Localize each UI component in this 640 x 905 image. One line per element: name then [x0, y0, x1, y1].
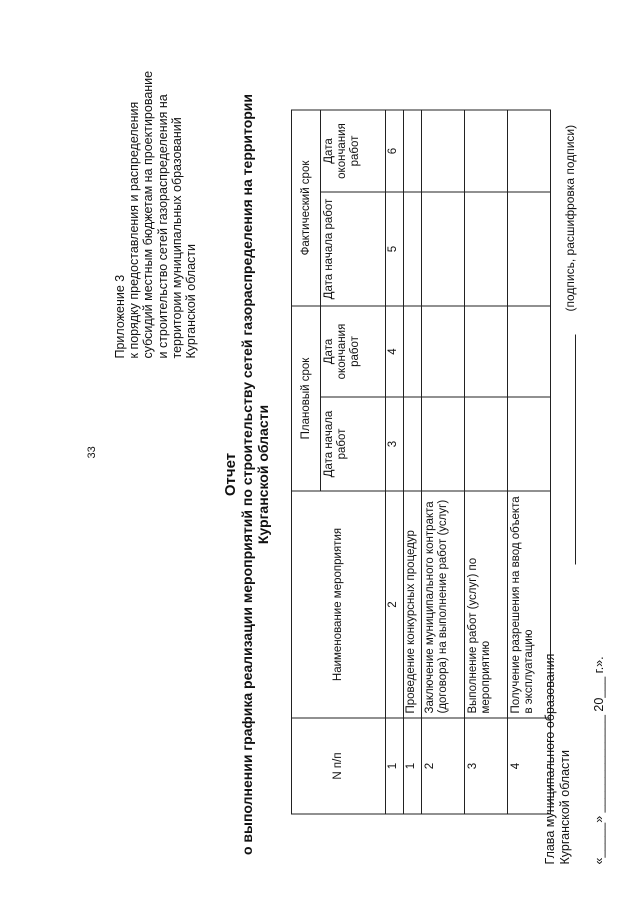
appendix-line: Курганской области: [184, 243, 199, 359]
appendix-line: и строительство сетей газораспределения на: [155, 94, 170, 359]
column-number: 1: [386, 718, 404, 814]
column-number: 5: [386, 192, 404, 306]
empty-cell: [465, 110, 508, 192]
appendix-line: к порядку предоставления и распределения: [127, 101, 142, 359]
empty-cell: [465, 397, 508, 491]
empty-cell: [422, 192, 465, 306]
signature-line: [575, 335, 576, 565]
empty-cell: [422, 397, 465, 491]
column-number: 4: [386, 306, 404, 397]
appendix-line: территории муниципальных образований: [169, 117, 184, 359]
appendix-line: субсидий местным бюджетам на проектирование: [141, 70, 156, 359]
row-number: 1: [404, 718, 422, 814]
empty-cell: [404, 306, 422, 397]
appendix-heading: [113, 19, 198, 359]
page-number: 33: [86, 446, 98, 459]
empty-cell: [508, 110, 551, 192]
row-name: Проведение конкурсных процедур: [404, 491, 422, 718]
empty-cell: [422, 110, 465, 192]
table-header-row: [292, 110, 321, 814]
table-row: [422, 110, 465, 814]
row-number: 2: [422, 718, 465, 814]
column-numbers-row: [386, 110, 404, 814]
header-name: Наименование мероприятия: [292, 491, 386, 718]
empty-cell: [404, 397, 422, 491]
empty-cell: [508, 306, 551, 397]
table-row: [404, 110, 422, 814]
report-title-line: Отчет: [222, 452, 239, 497]
signatory-region: Курганской области: [558, 749, 572, 865]
header-planned-end: Дата окончания работ: [321, 306, 386, 397]
header-actual-end: Дата окончания работ: [321, 110, 386, 192]
column-number: 6: [386, 110, 404, 192]
empty-cell: [404, 192, 422, 306]
column-number: 2: [386, 491, 404, 718]
empty-cell: [508, 192, 551, 306]
signatory-title: Глава муниципального образования: [543, 653, 557, 865]
signature-block: [543, 654, 573, 865]
row-number: 4: [508, 718, 551, 814]
empty-cell: [508, 397, 551, 491]
table-row: [465, 110, 508, 814]
empty-cell: [422, 306, 465, 397]
column-number: 3: [386, 397, 404, 491]
header-planned-start: Дата начала работ: [321, 397, 386, 491]
row-name: Заключение муниципального контракта (договора) на выполнение работ (услуг): [422, 491, 465, 718]
signature-hint: (подпись, расшифровка подписи): [563, 124, 577, 312]
empty-cell: [404, 110, 422, 192]
header-actual: Фактический срок: [292, 110, 321, 306]
date-line: «_____» ______________ 20___ г.».: [592, 656, 606, 865]
row-name: Получение разрешения на ввод объекта в эксплуатацию: [508, 491, 551, 718]
header-actual-start: Дата начала работ: [321, 192, 386, 306]
row-name: Выполнение работ (услуг) по мероприятию: [465, 491, 508, 718]
report-table: [291, 110, 551, 815]
empty-cell: [465, 306, 508, 397]
header-number: N п/п: [292, 718, 386, 814]
empty-cell: [465, 192, 508, 306]
row-number: 3: [465, 718, 508, 814]
header-planned: Плановый срок: [292, 306, 321, 491]
report-title: [223, 65, 271, 885]
report-title-line: о выполнении графика реализации мероприятий по строительству сетей газораспределения на территории: [239, 93, 255, 856]
appendix-title: Приложение 3: [113, 274, 127, 359]
report-title-line: Курганской области: [255, 404, 271, 545]
